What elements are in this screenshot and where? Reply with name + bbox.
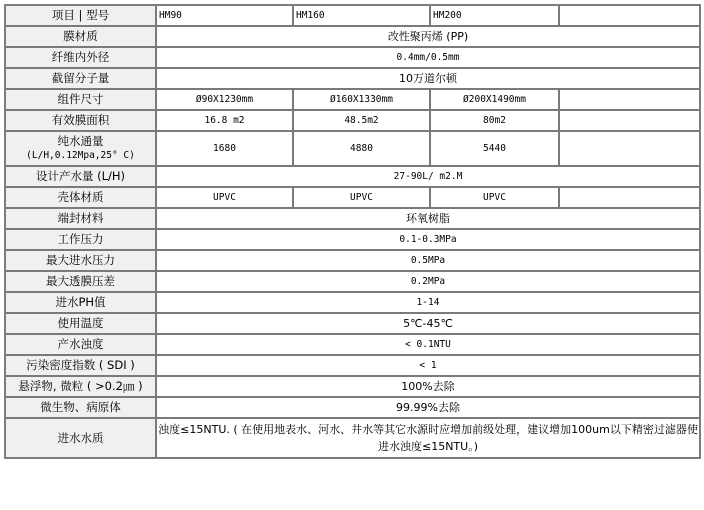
label-pure-water-flux	[5, 131, 156, 166]
label-module-size: 组件尺寸	[5, 89, 156, 110]
row-max-inlet-pressure	[5, 250, 700, 271]
label-mwco: 截留分子量	[5, 68, 156, 89]
value-flux-hm90: 1680	[156, 131, 293, 166]
value-potting-material: 环氧树脂	[156, 208, 700, 229]
label-membrane-area: 有效膜面积	[5, 110, 156, 131]
value-module-size-hm160: Ø160X1330mm	[293, 89, 430, 110]
value-working-pressure: 0.1-0.3MPa	[156, 229, 700, 250]
model-hm90: HM90	[156, 5, 293, 26]
value-membrane-material: 改性聚丙烯 (PP)	[156, 26, 700, 47]
value-housing-hm90: UPVC	[156, 187, 293, 208]
label-potting-material: 端封材料	[5, 208, 156, 229]
label-inlet-ph: 进水PH值	[5, 292, 156, 313]
value-inlet-ph: 1-14	[156, 292, 700, 313]
value-flux-hm200: 5440	[430, 131, 559, 166]
value-module-size-empty	[559, 89, 700, 110]
label-membrane-material: 膜材质	[5, 26, 156, 47]
row-design-output	[5, 166, 700, 187]
value-design-output: 27-90L/ m2.M	[156, 166, 700, 187]
model-hm200: HM200	[430, 5, 559, 26]
row-suspended-solids	[5, 376, 700, 397]
specification-table	[4, 4, 701, 459]
value-membrane-area-hm90: 16.8 m2	[156, 110, 293, 131]
row-output-turbidity	[5, 334, 700, 355]
row-housing-material	[5, 187, 700, 208]
label-pure-water-flux-conditions: (L/H,0.12Mpa,25° C)	[26, 149, 135, 161]
label-working-pressure: 工作压力	[5, 229, 156, 250]
label-microbes: 微生物、病原体	[5, 397, 156, 418]
row-inlet-quality	[5, 418, 700, 458]
value-module-size-hm90: Ø90X1230mm	[156, 89, 293, 110]
label-output-turbidity: 产水浊度	[5, 334, 156, 355]
row-mwco	[5, 68, 700, 89]
row-temperature	[5, 313, 700, 334]
row-potting-material	[5, 208, 700, 229]
row-max-tmp	[5, 271, 700, 292]
value-housing-hm160: UPVC	[293, 187, 430, 208]
row-sdi	[5, 355, 700, 376]
model-empty	[559, 5, 700, 26]
value-housing-empty	[559, 187, 700, 208]
value-max-tmp: 0.2MPa	[156, 271, 700, 292]
row-membrane-material	[5, 26, 700, 47]
value-inlet-quality: 浊度≤15NTU. ( 在使用地表水、河水、井水等其它水源时应增加前级处理，建议增加100um以下精密过滤器使进水浊度≤15NTU。)	[156, 418, 700, 458]
label-fiber-diameter: 纤维内外径	[5, 47, 156, 68]
value-fiber-diameter: 0.4mm/0.5mm	[156, 47, 700, 68]
label-max-inlet-pressure: 最大进水压力	[5, 250, 156, 271]
value-membrane-area-hm160: 48.5m2	[293, 110, 430, 131]
value-housing-hm200: UPVC	[430, 187, 559, 208]
row-pure-water-flux	[5, 131, 700, 166]
header-row	[5, 5, 700, 26]
row-working-pressure	[5, 229, 700, 250]
value-membrane-area-empty	[559, 110, 700, 131]
model-hm160: HM160	[293, 5, 430, 26]
value-suspended-solids: 100%去除	[156, 376, 700, 397]
label-sdi: 污染密度指数 ( SDI )	[5, 355, 156, 376]
value-output-turbidity: < 0.1NTU	[156, 334, 700, 355]
label-housing-material: 壳体材质	[5, 187, 156, 208]
label-pure-water-flux-main: 纯水通量	[57, 133, 104, 148]
label-max-tmp: 最大透膜压差	[5, 271, 156, 292]
row-membrane-area	[5, 110, 700, 131]
value-mwco: 10万道尔顿	[156, 68, 700, 89]
label-design-output: 设计产水量 (L/H)	[5, 166, 156, 187]
value-max-inlet-pressure: 0.5MPa	[156, 250, 700, 271]
row-inlet-ph	[5, 292, 700, 313]
spec-table-container	[4, 4, 700, 459]
row-microbes	[5, 397, 700, 418]
row-module-size	[5, 89, 700, 110]
value-temperature: 5℃-45℃	[156, 313, 700, 334]
header-item-model: 项目 | 型号	[5, 5, 156, 26]
value-microbes: 99.99%去除	[156, 397, 700, 418]
value-flux-hm160: 4880	[293, 131, 430, 166]
value-flux-empty	[559, 131, 700, 166]
value-sdi: < 1	[156, 355, 700, 376]
label-inlet-quality: 进水水质	[5, 418, 156, 458]
label-suspended-solids: 悬浮物, 微粒 ( >0.2㎛ )	[5, 376, 156, 397]
value-module-size-hm200: Ø200X1490mm	[430, 89, 559, 110]
label-temperature: 使用温度	[5, 313, 156, 334]
value-membrane-area-hm200: 80m2	[430, 110, 559, 131]
row-fiber-diameter	[5, 47, 700, 68]
